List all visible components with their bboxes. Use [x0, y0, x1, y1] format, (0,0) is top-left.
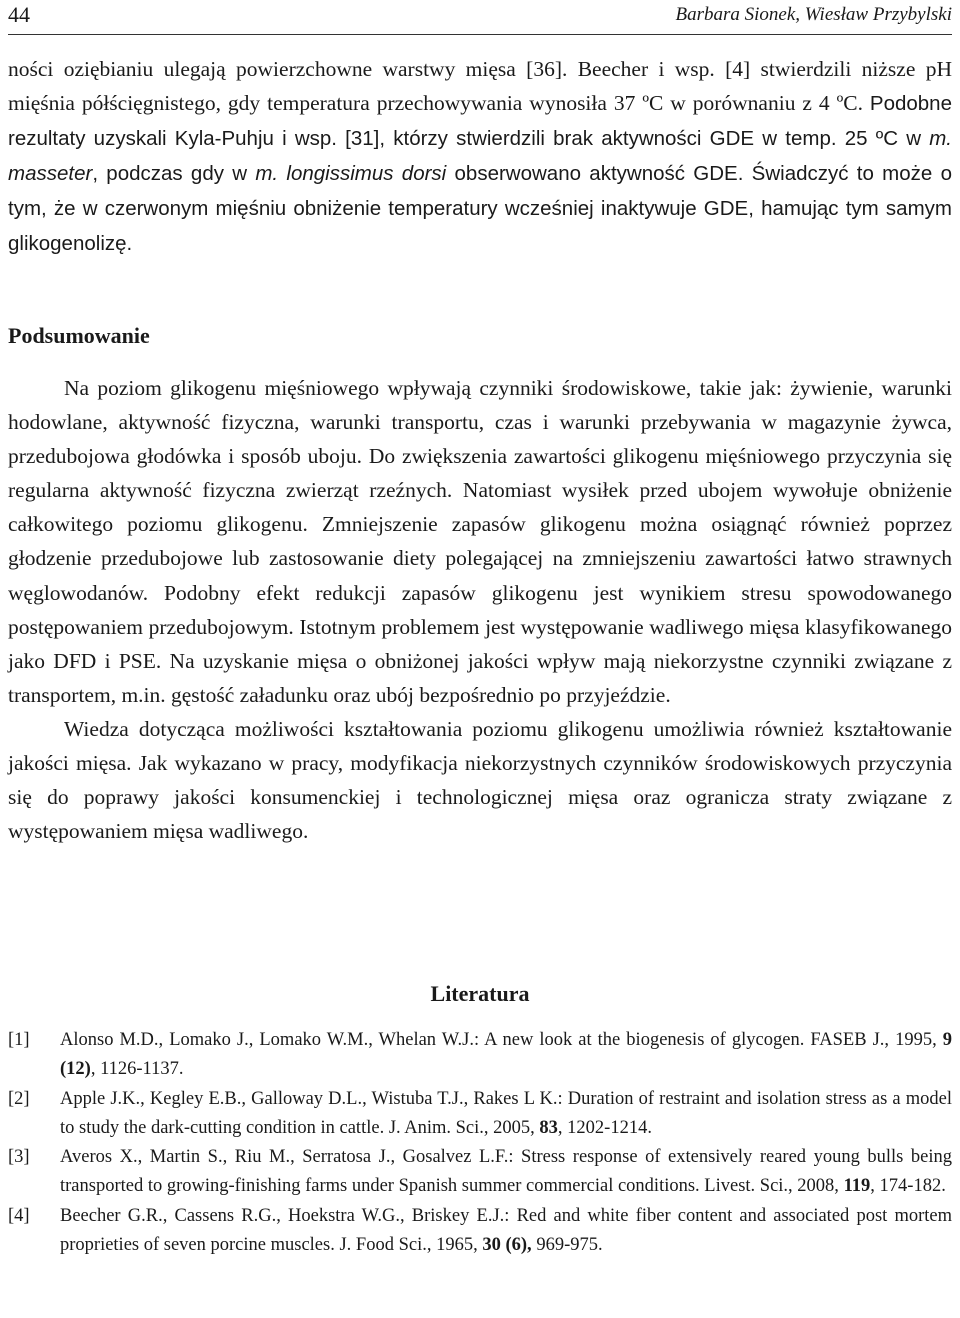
page-header	[8, 0, 952, 35]
reference-volume: 30 (6),	[482, 1235, 532, 1256]
reference-item	[8, 1202, 952, 1261]
reference-number: [3]	[8, 1147, 30, 1168]
reference-text: Beecher G.R., Cassens R.G., Hoekstra W.G., Briskey E.J.: Red and white fiber content and associated post mortem proprieties of seven porcine muscles. J. Food Sci., 1965,	[60, 1205, 952, 1256]
reference-list	[8, 1026, 952, 1260]
intro-paragraph	[8, 52, 952, 262]
summary-section	[8, 371, 952, 848]
intro-text-2: Podobne rezultaty uzyskali Kyla-Puhju i wsp. [31], którzy stwierdzili brak aktywności GDE w temp. 25 ºC w	[8, 92, 952, 151]
muscle-name-longissimus: m. longissimus dorsi	[255, 162, 447, 186]
reference-pages: , 1126-1137.	[90, 1059, 184, 1080]
reference-item	[8, 1143, 952, 1202]
muscle-name-masseter: m. masseter	[8, 127, 952, 186]
section-heading-literature: Literatura	[430, 981, 530, 1006]
summary-paragraph-2: Wiedza dotycząca możliwości kształtowania poziomu glikogenu umożliwia również kształtowanie jakości mięsa. Jak wykazano w pracy, modyfikacja niekorzystnych czynników środowiskowych przyczynia się do poprawy jakości konsumenckiej i technologicznej mięsa oraz ogranicza straty związane z występowaniem mięsa wadliwego.	[8, 716, 952, 844]
intro-text-1: ności oziębianiu ulegają powierzchowne warstwy mięsa [36]. Beecher i wsp. [4] stwierdzili niższe pH mięśnia półścięgnistego, gdy temperatura przechowywania wynosiła 37 ºC w porównaniu z 4 ºC.	[8, 57, 952, 116]
reference-number: [1]	[8, 1030, 30, 1050]
intro-text-3: , podczas gdy w	[92, 162, 256, 186]
section-heading-summary: Podsumowanie	[8, 323, 150, 348]
reference-text: Averos X., Martin S., Riu M., Serratosa J., Gosalvez L.F.: Stress response of extensively reared young bulls being transported to growing-finishing farms under Spanish summer commercial conditions. Livest. Sci., 2008,	[60, 1147, 952, 1197]
reference-number: [4]	[8, 1205, 30, 1226]
reference-pages: , 1202-1214.	[557, 1117, 652, 1138]
reference-item	[8, 1026, 952, 1085]
reference-text: Apple J.K., Kegley E.B., Galloway D.L., Wistuba T.J., Rakes L K.: Duration of restraint and isolation stress as a model to study the dark-cutting condition in cattle. J. Anim. Sci., 2005,	[60, 1088, 952, 1138]
running-head-authors: Barbara Sionek, Wiesław Przybylski	[675, 4, 952, 25]
reference-volume: 119	[843, 1176, 871, 1197]
reference-number: [2]	[8, 1088, 30, 1109]
reference-volume: 83	[539, 1117, 558, 1138]
reference-volume: 9 (12)	[60, 1030, 952, 1080]
intro-text-4: obserwowano aktywność GDE. Świadczyć to może o tym, że w czerwonym mięśniu obniżenie temperatury wcześniej inaktywuje GDE, hamując tym samym glikogenolizę.	[8, 162, 952, 256]
reference-pages: , 174-182.	[870, 1176, 946, 1197]
summary-paragraph-1: Na poziom glikogenu mięśniowego wpływają czynniki środowiskowe, takie jak: żywienie, warunki hodowlane, aktywność fizyczna, warunki transportu, czas i warunki przebywania w magazynie żywca, przedubojowa głodówka i sposób uboju. Do zwiększenia zawartości glikogenu mięśniowego przyczynia się regularna aktywność fizyczna zwierząt rzeźnych. Natomiast wysiłek przed ubojem wywołuje obniżenie całkowitego poziomu glikogenu. Zmniejszenie zapasów glikogenu można osiągnąć również poprzez głodzenie przedubojowe lub zastosowanie diety polegającej na zmniejszeniu zawartości łatwo strawnych węglowodanów. Podobny efekt redukcji zapasów glikogenu jest wynikiem stresu spowodowanego postępowaniem przedubojowym. Istotnym problemem jest występowanie wadliwego mięsa klasyfikowanego jako DFD i PSE. Na uzyskanie mięsa o obniżonej jakości wpływ mają niekorzystne czynniki związane z transportem, m.in. gęstość załadunku oraz ubój bezpośrednio po przyjeździe.	[8, 376, 952, 707]
reference-item	[8, 1085, 952, 1144]
page-number: 44	[8, 2, 30, 27]
reference-pages: 969-975.	[531, 1235, 603, 1256]
reference-text: Alonso M.D., Lomako J., Lomako W.M., Whelan W.J.: A new look at the biogenesis of glycogen. FASEB J., 1995,	[60, 1030, 943, 1050]
